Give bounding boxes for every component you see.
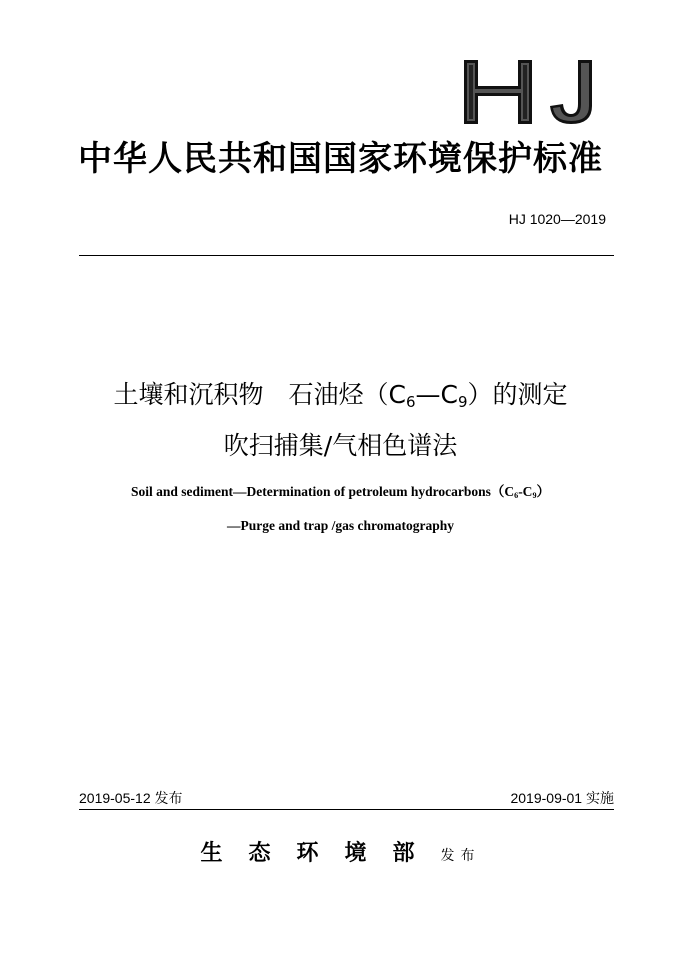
issuer-name: 生态环境部 (200, 840, 441, 866)
en-title-subscript: 9 (532, 491, 537, 501)
en-title-text: Soil and sediment—Determination of petroleum hydrocarbons（C (131, 484, 515, 499)
implementation-date: 2019-09-01 实施 (510, 790, 614, 806)
cn-title-text: —C (415, 380, 458, 409)
standard-number: HJ 1020—2019 (508, 211, 606, 227)
hj-logo (460, 56, 600, 128)
header-divider (79, 255, 614, 256)
cn-title-subscript: 9 (457, 392, 468, 411)
en-title-text: -C (518, 484, 533, 499)
issuer-suffix: 发布 (440, 848, 481, 864)
hj-logo-j (550, 60, 592, 124)
cn-title-text: 土壤和沉积物 石油烃（C (113, 380, 406, 409)
en-title-text: ） (536, 484, 550, 499)
cn-title-line2: 吹扫捕集/气相色谱法 (223, 431, 458, 460)
hj-logo-h (464, 60, 532, 124)
issuer-line (0, 838, 681, 871)
en-title-line2: —Purge and trap /gas chromatography (226, 518, 454, 533)
issue-date: 2019-05-12 发布 (79, 790, 183, 806)
cn-title-line1 (0, 378, 681, 412)
cn-title-text: ）的测定 (467, 380, 568, 409)
org-title: 中华人民共和国国家环境保护标准 (78, 139, 603, 179)
footer-divider (79, 809, 614, 810)
en-title-line1 (0, 483, 681, 501)
cn-title-subscript: 6 (405, 392, 416, 411)
en-title-subscript: 6 (514, 491, 519, 501)
